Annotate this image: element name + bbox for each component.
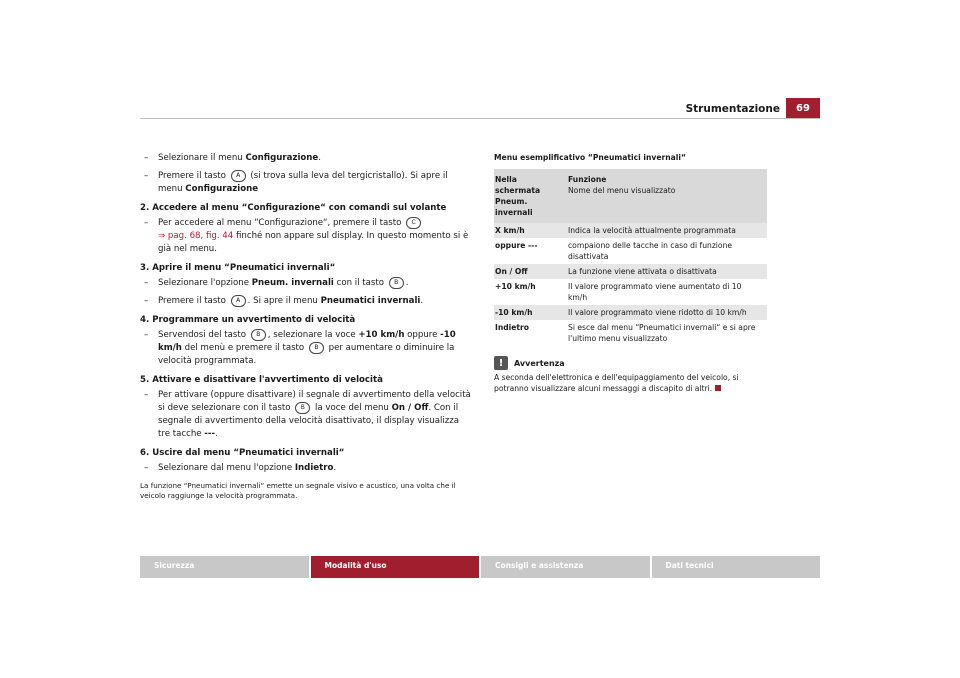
step-heading: 3. Aprire il menu “Pneumatici invernali“ — [140, 263, 336, 273]
key-b-icon: B — [389, 277, 404, 289]
list-item: – Per accedere al menu “Configurazione“, premere il tasto C ⇒ pag. 68, fig. 44 finché non appare sul display. In questo momento si è già nel menu. — [144, 218, 469, 254]
footnote: La funzione “Pneumatici invernali“ emette un segnale visivo e acustico, una volta che il veicolo raggiunge la velocità programmata. — [140, 481, 456, 500]
table-cell-key: Indietro — [495, 323, 530, 332]
list-item: – Premere il tasto A . Si apre il menu Pneumatici invernali. — [144, 296, 424, 306]
key-c-icon: C — [406, 217, 421, 229]
warning-title: Avvertenza — [514, 358, 565, 368]
table-cell-key: oppure --- — [495, 241, 538, 250]
left-column — [140, 152, 472, 501]
table-row — [494, 238, 767, 264]
table-header-cell: Nella schermata Pneum. invernali — [494, 169, 567, 223]
table-cell-key: X km/h — [494, 223, 567, 238]
table-cell-value: compaiono delle tacche in caso di funzione disattivata — [568, 241, 733, 261]
header-divider — [140, 118, 820, 119]
list-item: – Servendosi del tasto B , selezionare la voce +10 km/h oppure -10 km/h del menù e premere il tasto B per aumentare o diminuire la velocità programmata. — [144, 330, 456, 366]
table-cell-value: Si esce dal menu “Pneumatici invernali“ e si apre l'ultimo menu visualizzato — [568, 323, 756, 343]
page-reference-link[interactable]: ⇒ pag. 68, fig. 44 — [158, 231, 234, 241]
page-number: 69 — [786, 98, 820, 118]
table-cell-value: La funzione viene attivata o disattivata — [567, 264, 767, 279]
table-row — [494, 305, 767, 320]
table-cell-value: Il valore programmato viene ridotto di 10 km/h — [567, 305, 767, 320]
list-item: – Premere il tasto A (si trova sulla leva del tergicristallo). Si apre il menu Configurazione — [144, 171, 448, 194]
key-b-icon: B — [251, 329, 266, 341]
table-row — [494, 320, 767, 346]
step-heading: 4. Programmare un avvertimento di velocità — [140, 315, 356, 325]
right-column — [494, 152, 767, 394]
table-header-cell: Funzione Nome del menu visualizzato — [567, 169, 767, 223]
tab-dati-tecnici[interactable]: Dati tecnici — [652, 556, 821, 578]
tab-sicurezza[interactable]: Sicurezza — [140, 556, 309, 578]
key-a-icon: A — [231, 295, 246, 307]
warning-heading — [494, 356, 767, 370]
table-cell-value: Indica la velocità attualmente programmata — [567, 223, 767, 238]
key-b-icon: B — [309, 342, 324, 354]
step-heading: 2. Accedere al menu “Configurazione“ con comandi sul volante — [140, 203, 447, 213]
warning-text: A seconda dell'elettronica e dell'equipaggiamento del veicolo, si potranno visualizzare alcuni messaggi a discapito di altri. — [494, 373, 739, 393]
tab-modalita-uso[interactable]: Modalità d'uso — [311, 556, 480, 578]
table-cell-key: -10 km/h — [494, 305, 567, 320]
page-section-title: Strumentazione — [685, 103, 780, 115]
step-heading: 6. Uscire dal menu “Pneumatici invernali“ — [140, 448, 345, 458]
table-header-row — [494, 169, 767, 223]
menu-table — [494, 169, 767, 346]
table-row — [494, 279, 767, 305]
table-title: Menu esemplificativo “Pneumatici invernali“ — [494, 153, 686, 162]
end-marker-icon — [715, 385, 721, 391]
table-cell-key: +10 km/h — [495, 282, 536, 291]
table-cell-value: Il valore programmato viene aumentato di 10 km/h — [568, 282, 742, 302]
key-b-icon: B — [295, 402, 310, 414]
table-row — [494, 264, 767, 279]
list-item: – Selezionare dal menu l'opzione Indietro. — [144, 463, 337, 473]
tab-consigli-assistenza[interactable]: Consigli e assistenza — [481, 556, 650, 578]
warning-icon: ! — [494, 356, 508, 370]
list-item: – Selezionare il menu Configurazione. — [144, 153, 321, 163]
footer-nav — [140, 556, 820, 578]
list-item: – Selezionare l'opzione Pneum. invernali con il tasto B . — [144, 278, 409, 288]
table-row — [494, 223, 767, 238]
table-cell-key: On / Off — [494, 264, 567, 279]
list-item: – Per attivare (oppure disattivare) il segnale di avvertimento della velocità si deve selezionare con il tasto B la voce del menu On / Off. Con il segnale di avvertimento della velocità disattivato, il display visualizza tre tacche ---. — [144, 390, 471, 439]
step-heading: 5. Attivare e disattivare l'avvertimento di velocità — [140, 375, 383, 385]
key-a-icon: A — [231, 170, 246, 182]
